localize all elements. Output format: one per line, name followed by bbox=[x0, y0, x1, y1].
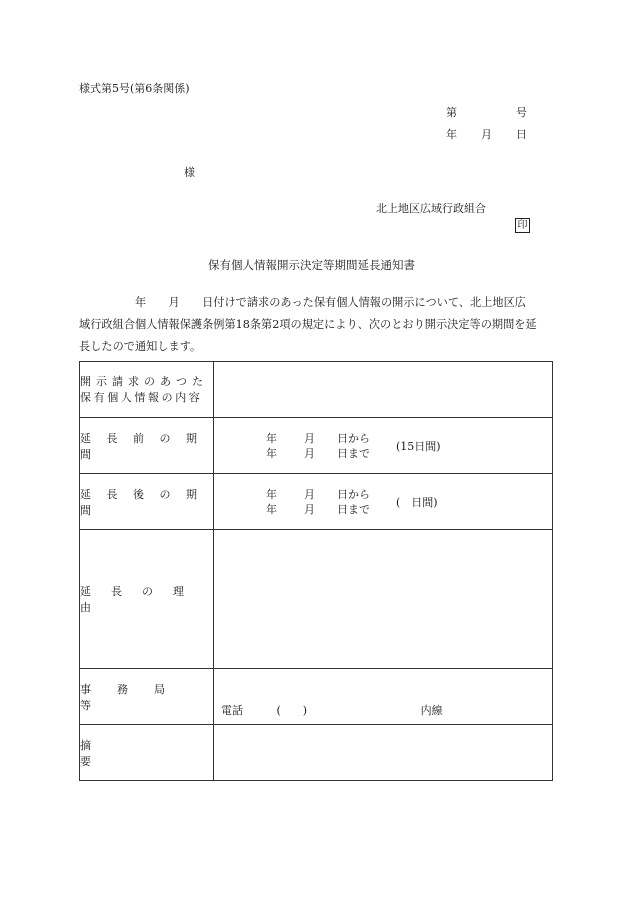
body-line-2: 域行政組合個人情報保護条例第18条第2項の規定により、次のとおり開示決定等の期間を延 bbox=[79, 318, 537, 331]
label-after-period bbox=[80, 474, 214, 530]
extension-form-table bbox=[79, 361, 553, 781]
value-after-period[interactable] bbox=[214, 474, 553, 530]
after-to-year: 年 bbox=[266, 502, 277, 516]
addressee-sama: 様 bbox=[184, 166, 195, 179]
after-period-days: ( 日間) bbox=[396, 495, 438, 509]
after-to-day: 日まで bbox=[337, 502, 370, 516]
after-period-dates bbox=[266, 487, 397, 517]
label-request-content-line1: 開示請求のあつた bbox=[80, 374, 208, 388]
after-to-month: 月 bbox=[304, 502, 315, 516]
date-month: 月 bbox=[481, 128, 492, 141]
value-before-period[interactable] bbox=[214, 418, 553, 474]
label-remarks bbox=[80, 725, 214, 781]
label-reason-text: 延長の理由 bbox=[80, 585, 204, 614]
table-row-after-period bbox=[80, 474, 553, 530]
body-paragraph bbox=[79, 292, 553, 358]
date-day: 日 bbox=[516, 128, 527, 141]
table-row-request-content bbox=[80, 362, 553, 418]
before-to-day: 日まで bbox=[337, 446, 370, 460]
issuer-name: 北上地区広域行政組合 bbox=[376, 202, 486, 215]
value-request-content[interactable] bbox=[214, 362, 553, 418]
label-remarks-text: 摘要 bbox=[80, 738, 193, 768]
document-title: 保有個人情報開示決定等期間延長通知書 bbox=[208, 258, 415, 272]
after-from-year: 年 bbox=[266, 487, 277, 501]
after-from-day: 日から bbox=[337, 487, 370, 501]
table-row-remarks bbox=[80, 725, 553, 781]
label-after-period-text: 延長後の期間 bbox=[80, 487, 213, 517]
phone-area-code: ( ) bbox=[276, 704, 308, 717]
before-to-year: 年 bbox=[266, 446, 277, 460]
before-from-month: 月 bbox=[304, 431, 315, 445]
extension-label: 内線 bbox=[420, 704, 443, 717]
label-request-content bbox=[80, 362, 214, 418]
before-period-days: (15日間) bbox=[396, 439, 441, 453]
form-number: 様式第5号(第6条関係) bbox=[79, 82, 190, 95]
table-row-before-period bbox=[80, 418, 553, 474]
table-row-reason bbox=[80, 530, 553, 669]
doc-number-go: 号 bbox=[516, 106, 527, 119]
label-before-period bbox=[80, 418, 214, 474]
doc-number-dai: 第 bbox=[446, 106, 457, 119]
after-from-month: 月 bbox=[304, 487, 315, 501]
body-line-1: 年 月 日付けで請求のあった保有個人情報の開示について、北上地区広 bbox=[79, 296, 526, 309]
seal-mark: 印 bbox=[515, 218, 530, 233]
office-phone-line bbox=[221, 702, 443, 718]
label-office-text: 事務局等 bbox=[80, 682, 191, 712]
body-line-3: 長したので通知します。 bbox=[79, 340, 202, 353]
value-remarks[interactable] bbox=[214, 725, 553, 781]
phone-label: 電話 bbox=[221, 704, 243, 717]
date-year: 年 bbox=[446, 128, 457, 141]
before-period-dates bbox=[266, 431, 397, 461]
label-office bbox=[80, 669, 214, 725]
label-before-period-text: 延長前の期間 bbox=[80, 431, 213, 461]
label-reason bbox=[80, 530, 214, 669]
before-to-month: 月 bbox=[304, 446, 315, 460]
value-reason[interactable] bbox=[214, 530, 553, 669]
before-from-day: 日から bbox=[337, 431, 370, 445]
label-request-content-line2: 保有個人情報の内容 bbox=[80, 390, 203, 404]
table-row-office bbox=[80, 669, 553, 725]
value-office[interactable] bbox=[214, 669, 553, 725]
before-from-year: 年 bbox=[266, 431, 277, 445]
